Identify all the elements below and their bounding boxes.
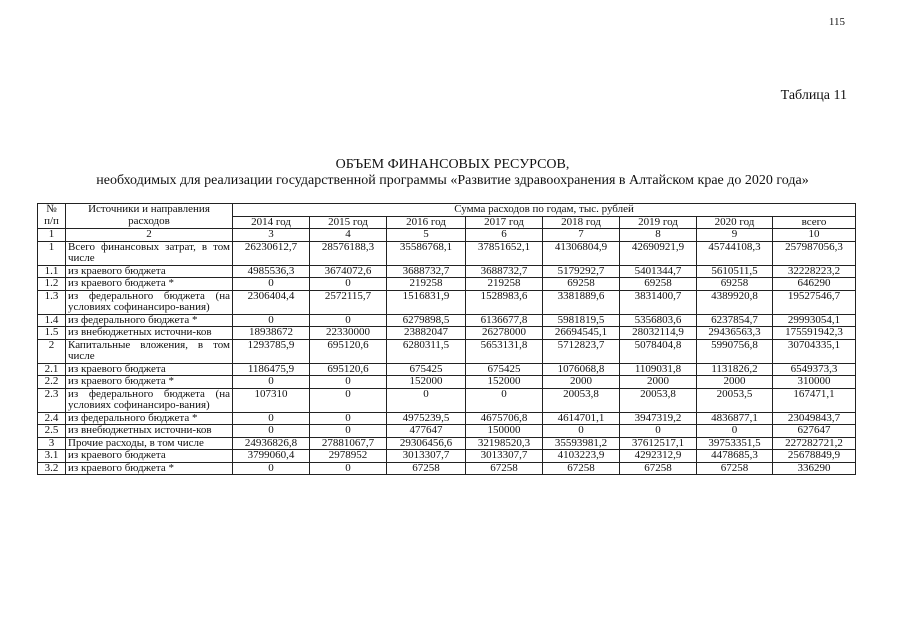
- header-year: 2015 год: [310, 216, 387, 229]
- header-row-top: [38, 204, 856, 217]
- row-year-value: 0: [233, 412, 310, 425]
- row-total-value: 257987056,3: [773, 241, 856, 265]
- column-number: 3: [233, 229, 310, 242]
- row-year-value: 0: [233, 314, 310, 327]
- row-year-value: 6279898,5: [387, 314, 466, 327]
- row-number: 1.3: [38, 290, 66, 314]
- financial-table: [37, 203, 856, 475]
- table-row: [38, 241, 856, 265]
- row-year-value: 0: [310, 462, 387, 475]
- document-subtitle: необходимых для реализации государственной программы «Развитие здравоохранения в Алтайском крае до 2020 года»: [96, 173, 809, 188]
- row-year-value: 4478685,3: [697, 450, 773, 463]
- row-year-value: 0: [310, 314, 387, 327]
- row-year-value: 0: [233, 278, 310, 291]
- column-number: 2: [66, 229, 233, 242]
- row-total-value: 310000: [773, 376, 856, 389]
- row-year-value: 32198520,3: [466, 437, 543, 450]
- column-number: 5: [387, 229, 466, 242]
- row-year-value: 1131826,2: [697, 363, 773, 376]
- header-num-top: №: [38, 204, 66, 217]
- row-year-value: 23882047: [387, 327, 466, 340]
- row-year-value: 3013307,7: [466, 450, 543, 463]
- row-year-value: 69258: [620, 278, 697, 291]
- row-year-value: 67258: [466, 462, 543, 475]
- row-year-value: 2572115,7: [310, 290, 387, 314]
- table-row: [38, 290, 856, 314]
- row-year-value: 4836877,1: [697, 412, 773, 425]
- row-source-name: Всего финансовых затрат, в том числе: [66, 241, 233, 265]
- table-row: [38, 462, 856, 475]
- table-row: [38, 388, 856, 412]
- row-number: 2.1: [38, 363, 66, 376]
- row-year-value: 675425: [387, 363, 466, 376]
- row-year-value: 29436563,3: [697, 327, 773, 340]
- row-source-name: из краевого бюджета *: [66, 376, 233, 389]
- column-number: 10: [773, 229, 856, 242]
- row-year-value: 35586768,1: [387, 241, 466, 265]
- row-number: 1.4: [38, 314, 66, 327]
- table-label: Таблица 11: [780, 88, 847, 103]
- row-year-value: 67258: [620, 462, 697, 475]
- row-source-name: из краевого бюджета: [66, 265, 233, 278]
- header-num-bottom: п/п: [38, 216, 66, 229]
- row-year-value: 0: [310, 376, 387, 389]
- row-year-value: 5712823,7: [543, 339, 620, 363]
- table-row: [38, 412, 856, 425]
- row-year-value: 69258: [543, 278, 620, 291]
- column-number: 7: [543, 229, 620, 242]
- row-year-value: 6237854,7: [697, 314, 773, 327]
- row-year-value: 5610511,5: [697, 265, 773, 278]
- row-number: 2.5: [38, 425, 66, 438]
- row-year-value: 41306804,9: [543, 241, 620, 265]
- table-row: [38, 265, 856, 278]
- row-year-value: 0: [310, 412, 387, 425]
- row-number: 1.1: [38, 265, 66, 278]
- row-year-value: 3947319,2: [620, 412, 697, 425]
- column-number: 1: [38, 229, 66, 242]
- row-total-value: 6549373,3: [773, 363, 856, 376]
- row-year-value: 20053,8: [620, 388, 697, 412]
- row-year-value: 0: [233, 462, 310, 475]
- header-year: 2019 год: [620, 216, 697, 229]
- row-year-value: 28576188,3: [310, 241, 387, 265]
- column-number: 8: [620, 229, 697, 242]
- row-total-value: 19527546,7: [773, 290, 856, 314]
- row-year-value: 27881067,7: [310, 437, 387, 450]
- header-year: 2016 год: [387, 216, 466, 229]
- row-year-value: 477647: [387, 425, 466, 438]
- row-number: 2.3: [38, 388, 66, 412]
- row-number: 2.2: [38, 376, 66, 389]
- row-year-value: 6280311,5: [387, 339, 466, 363]
- row-year-value: 45744108,3: [697, 241, 773, 265]
- header-source-top: Источники и направления: [66, 204, 233, 217]
- header-year: 2014 год: [233, 216, 310, 229]
- header-total: всего: [773, 216, 856, 229]
- row-year-value: 4975239,5: [387, 412, 466, 425]
- row-year-value: 1109031,8: [620, 363, 697, 376]
- row-year-value: 0: [543, 425, 620, 438]
- header-year: 2017 год: [466, 216, 543, 229]
- row-year-value: 6136677,8: [466, 314, 543, 327]
- row-number: 1.5: [38, 327, 66, 340]
- row-year-value: 67258: [697, 462, 773, 475]
- row-year-value: 2978952: [310, 450, 387, 463]
- row-year-value: 1186475,9: [233, 363, 310, 376]
- row-year-value: 4614701,1: [543, 412, 620, 425]
- row-number: 2: [38, 339, 66, 363]
- row-year-value: 28032114,9: [620, 327, 697, 340]
- row-total-value: 646290: [773, 278, 856, 291]
- row-year-value: 37851652,1: [466, 241, 543, 265]
- row-source-name: из федерального бюджета (на условиях софинансиро-вания): [66, 388, 233, 412]
- row-year-value: 69258: [697, 278, 773, 291]
- row-year-value: 0: [697, 425, 773, 438]
- row-year-value: 5078404,8: [620, 339, 697, 363]
- row-year-value: 4985536,3: [233, 265, 310, 278]
- row-year-value: 5990756,8: [697, 339, 773, 363]
- row-year-value: 107310: [233, 388, 310, 412]
- row-total-value: 30704335,1: [773, 339, 856, 363]
- row-year-value: 67258: [543, 462, 620, 475]
- row-number: 1: [38, 241, 66, 265]
- row-year-value: 26278000: [466, 327, 543, 340]
- row-year-value: 695120,6: [310, 339, 387, 363]
- row-year-value: 3799060,4: [233, 450, 310, 463]
- table-row: [38, 376, 856, 389]
- row-year-value: 22330000: [310, 327, 387, 340]
- row-year-value: 3831400,7: [620, 290, 697, 314]
- row-year-value: 1293785,9: [233, 339, 310, 363]
- row-total-value: 175591942,3: [773, 327, 856, 340]
- header-year: 2020 год: [697, 216, 773, 229]
- row-source-name: из внебюджетных источни-ков: [66, 327, 233, 340]
- row-year-value: 152000: [466, 376, 543, 389]
- row-source-name: из федерального бюджета *: [66, 314, 233, 327]
- row-total-value: 25678849,9: [773, 450, 856, 463]
- row-year-value: 42690921,9: [620, 241, 697, 265]
- table-row: [38, 314, 856, 327]
- row-year-value: 26694545,1: [543, 327, 620, 340]
- row-year-value: 0: [233, 425, 310, 438]
- column-number: 9: [697, 229, 773, 242]
- row-source-name: из краевого бюджета: [66, 450, 233, 463]
- row-year-value: 4389920,8: [697, 290, 773, 314]
- row-year-value: 1076068,8: [543, 363, 620, 376]
- table-row: [38, 278, 856, 291]
- row-year-value: 152000: [387, 376, 466, 389]
- row-year-value: 2306404,4: [233, 290, 310, 314]
- row-year-value: 150000: [466, 425, 543, 438]
- table-row: [38, 363, 856, 376]
- header-row-colnums: [38, 229, 856, 242]
- row-year-value: 3674072,6: [310, 265, 387, 278]
- table-row: [38, 425, 856, 438]
- row-year-value: 29306456,6: [387, 437, 466, 450]
- row-year-value: 24936826,8: [233, 437, 310, 450]
- row-year-value: 35593981,2: [543, 437, 620, 450]
- row-total-value: 167471,1: [773, 388, 856, 412]
- row-total-value: 227282721,2: [773, 437, 856, 450]
- row-year-value: 0: [233, 376, 310, 389]
- table-row: [38, 450, 856, 463]
- row-source-name: Прочие расходы, в том числе: [66, 437, 233, 450]
- row-year-value: 67258: [387, 462, 466, 475]
- row-year-value: 20053,8: [543, 388, 620, 412]
- row-year-value: 0: [466, 388, 543, 412]
- row-total-value: 627647: [773, 425, 856, 438]
- row-year-value: 219258: [466, 278, 543, 291]
- row-number: 3.1: [38, 450, 66, 463]
- row-year-value: 675425: [466, 363, 543, 376]
- row-year-value: 4675706,8: [466, 412, 543, 425]
- row-year-value: 26230612,7: [233, 241, 310, 265]
- row-year-value: 3688732,7: [387, 265, 466, 278]
- row-source-name: Капитальные вложения, в том числе: [66, 339, 233, 363]
- row-total-value: 336290: [773, 462, 856, 475]
- row-year-value: 18938672: [233, 327, 310, 340]
- page-number: 115: [828, 16, 845, 28]
- row-year-value: 0: [620, 425, 697, 438]
- column-number: 6: [466, 229, 543, 242]
- row-year-value: 3688732,7: [466, 265, 543, 278]
- row-year-value: 5356803,6: [620, 314, 697, 327]
- row-year-value: 0: [387, 388, 466, 412]
- row-total-value: 29993054,1: [773, 314, 856, 327]
- row-year-value: 1528983,6: [466, 290, 543, 314]
- row-year-value: 5981819,5: [543, 314, 620, 327]
- row-year-value: 1516831,9: [387, 290, 466, 314]
- row-total-value: 23049843,7: [773, 412, 856, 425]
- row-year-value: 0: [310, 278, 387, 291]
- table-row: [38, 339, 856, 363]
- document-title: ОБЪЕМ ФИНАНСОВЫХ РЕСУРСОВ,: [335, 157, 570, 172]
- column-number: 4: [310, 229, 387, 242]
- table-row: [38, 437, 856, 450]
- header-sum-title: Сумма расходов по годам, тыс. рублей: [233, 204, 856, 217]
- row-number: 3.2: [38, 462, 66, 475]
- row-source-name: из краевого бюджета *: [66, 462, 233, 475]
- row-source-name: из краевого бюджета *: [66, 278, 233, 291]
- header-year: 2018 год: [543, 216, 620, 229]
- table-row: [38, 327, 856, 340]
- row-year-value: 20053,5: [697, 388, 773, 412]
- row-year-value: 2000: [620, 376, 697, 389]
- row-source-name: из краевого бюджета: [66, 363, 233, 376]
- row-year-value: 5653131,8: [466, 339, 543, 363]
- header-row-years: [38, 216, 856, 229]
- row-total-value: 32228223,2: [773, 265, 856, 278]
- row-number: 1.2: [38, 278, 66, 291]
- row-number: 2.4: [38, 412, 66, 425]
- row-year-value: 0: [310, 388, 387, 412]
- row-year-value: 219258: [387, 278, 466, 291]
- row-source-name: из федерального бюджета *: [66, 412, 233, 425]
- row-year-value: 5179292,7: [543, 265, 620, 278]
- row-year-value: 695120,6: [310, 363, 387, 376]
- row-source-name: из федерального бюджета (на условиях софинансиро-вания): [66, 290, 233, 314]
- header-source-bottom: расходов: [66, 216, 233, 229]
- row-year-value: 5401344,7: [620, 265, 697, 278]
- row-source-name: из внебюджетных источни-ков: [66, 425, 233, 438]
- row-year-value: 37612517,1: [620, 437, 697, 450]
- row-year-value: 4292312,9: [620, 450, 697, 463]
- row-year-value: 4103223,9: [543, 450, 620, 463]
- row-year-value: 0: [310, 425, 387, 438]
- row-year-value: 2000: [543, 376, 620, 389]
- row-year-value: 3381889,6: [543, 290, 620, 314]
- row-year-value: 3013307,7: [387, 450, 466, 463]
- row-year-value: 2000: [697, 376, 773, 389]
- row-number: 3: [38, 437, 66, 450]
- row-year-value: 39753351,5: [697, 437, 773, 450]
